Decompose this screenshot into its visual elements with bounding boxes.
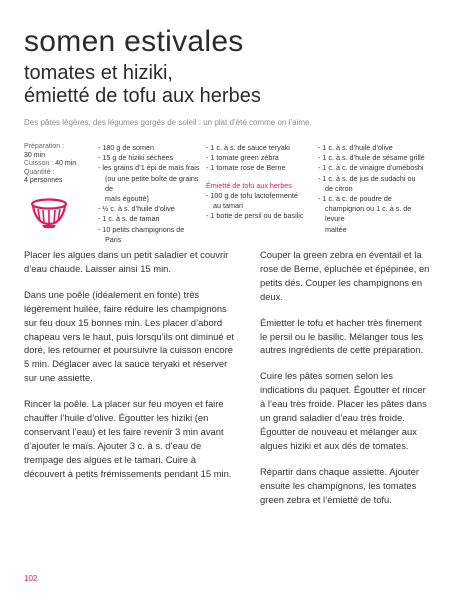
step-paragraph: Placer les algues dans un petit saladier et couvrir d’eau chaude. Laisser ainsi 15 min. (24, 249, 229, 274)
ingredient-item: - 1 c. à c. de poudre de (318, 194, 392, 204)
recipe-title: somen estivales (24, 25, 244, 58)
ingredient-item: - ½ c. à s. d’huile d’olive (98, 204, 175, 214)
step-paragraph: Cuire les pâtes somen selon les indications du paquet. Égoutter et rincer à l’eau très froide. Placer les pâtes dans un grand saladier d’eau très froide. Égoutter de nouveau et mélanger aux algues hiziki et aux dés de tomates. (260, 370, 427, 451)
step-paragraph: Couper la green zebra en éventail et la rose de Berne, épluchée et épépinée, en petits dés. Couper les champignons en deux. (260, 249, 430, 302)
ingredient-item: - 1 c. à s. de sauce teryaki (206, 143, 290, 152)
ingredient-item: - 1 tomate green zébra (206, 153, 279, 163)
ingredient-item: maltée (325, 224, 347, 234)
ingredient-item: - 15 g de hiziki séchées (98, 153, 174, 163)
prep-label: Préparation : (24, 143, 65, 150)
steps-column-right (260, 248, 430, 519)
ingredient-item: - 1 c. à s. de tamari (98, 214, 160, 224)
recipe-subtitle (24, 62, 261, 108)
recipe-meta (24, 143, 76, 186)
ingredient-item: maïs égoutté) (105, 194, 149, 204)
ingredient-item: - 1 c. à s. de jus de sudachi ou (318, 173, 416, 183)
step-paragraph: Rincer la poêle. La placer sur feu moyen et faire chauffer l’huile d’olive. Égoutter les hiziki (en conservant l’eau) et les faire revenir 3 min avant d’ajouter le maïs. Ajouter 3 c. à s. d’eau de trempage des algues et le tamari. Cuire à découvert à petits frémissements pendant 15 min. (24, 398, 232, 479)
subtitle-line-1: tomates et hiziki, (24, 62, 173, 84)
tofu-section-heading: Émietté de tofu aux herbes (206, 180, 292, 190)
prep-value: 30 min (24, 151, 46, 159)
ingredient-item: (ou une petite boîte de grains de (105, 173, 199, 193)
ingredient-item: - 180 g de somen (98, 143, 154, 152)
ingredient-item: au tamari (213, 201, 243, 211)
cook-value: 40 min (55, 160, 77, 167)
step-paragraph: Répartir dans chaque assiette. Ajouter ensuite les champignons, les tomates green zebra et l’émietté de tofu. (260, 465, 419, 505)
ingredients-column-1 (98, 143, 200, 245)
ingredient-item: - 1 tomate rose de Berne (206, 163, 286, 173)
cook-label: Cuisson : (24, 160, 54, 167)
ingredient-item: - les grains d’1 épi de maïs frais (98, 163, 200, 173)
step-paragraph: Émietter le tofu et hacher très finement le persil ou le basilic. Mélanger tous les autres ingrédients de cette préparation. (260, 316, 424, 356)
ingredient-item: - 1 c. à c. de vinaigre d’uméboshi (318, 163, 424, 173)
ingredient-item: - 1 botte de persil ou de basilic (206, 211, 304, 221)
page-number: 102 (24, 574, 38, 583)
bowl-icon (29, 196, 69, 230)
steps-column-left (24, 248, 238, 493)
ingredients-column-3 (318, 143, 428, 235)
ingredient-item: - 1 c. à s. d’huile d’olive (318, 143, 393, 152)
qty-value: 4 personnes (24, 177, 63, 184)
ingredient-item: champignon ou 1 c. à s. de levure (325, 204, 412, 224)
ingredient-item: - 1 c. à s. d’huile de sésame grillé (318, 153, 425, 163)
qty-label: Quantité : (24, 168, 55, 176)
ingredient-item: - 100 g de tofu lactofermenté (206, 190, 298, 200)
recipe-intro: Des pâtes légères, des légumes gorgés de soleil : un plat d’été comme on l’aime. (24, 118, 312, 127)
step-paragraph: Dans une poêle (idéalement en fonte) très légèrement huilée, faire réduire les champignons sur feu doux 15 bonnes min. Les placer d’abord chapeau vers le haut, puis lorsqu’ils ont diminué et doré, les retourner et poursuivre la cuisson encore 5 min. Déglacer avec la sauce teryaki et réserver sur une assiette. (24, 288, 235, 384)
ingredient-item: de citron (325, 183, 353, 193)
subtitle-line-2: émietté de tofu aux herbes (24, 85, 261, 107)
ingredients-column-2 (206, 143, 314, 221)
ingredient-item: - 10 petits champignons de Paris (98, 224, 185, 244)
